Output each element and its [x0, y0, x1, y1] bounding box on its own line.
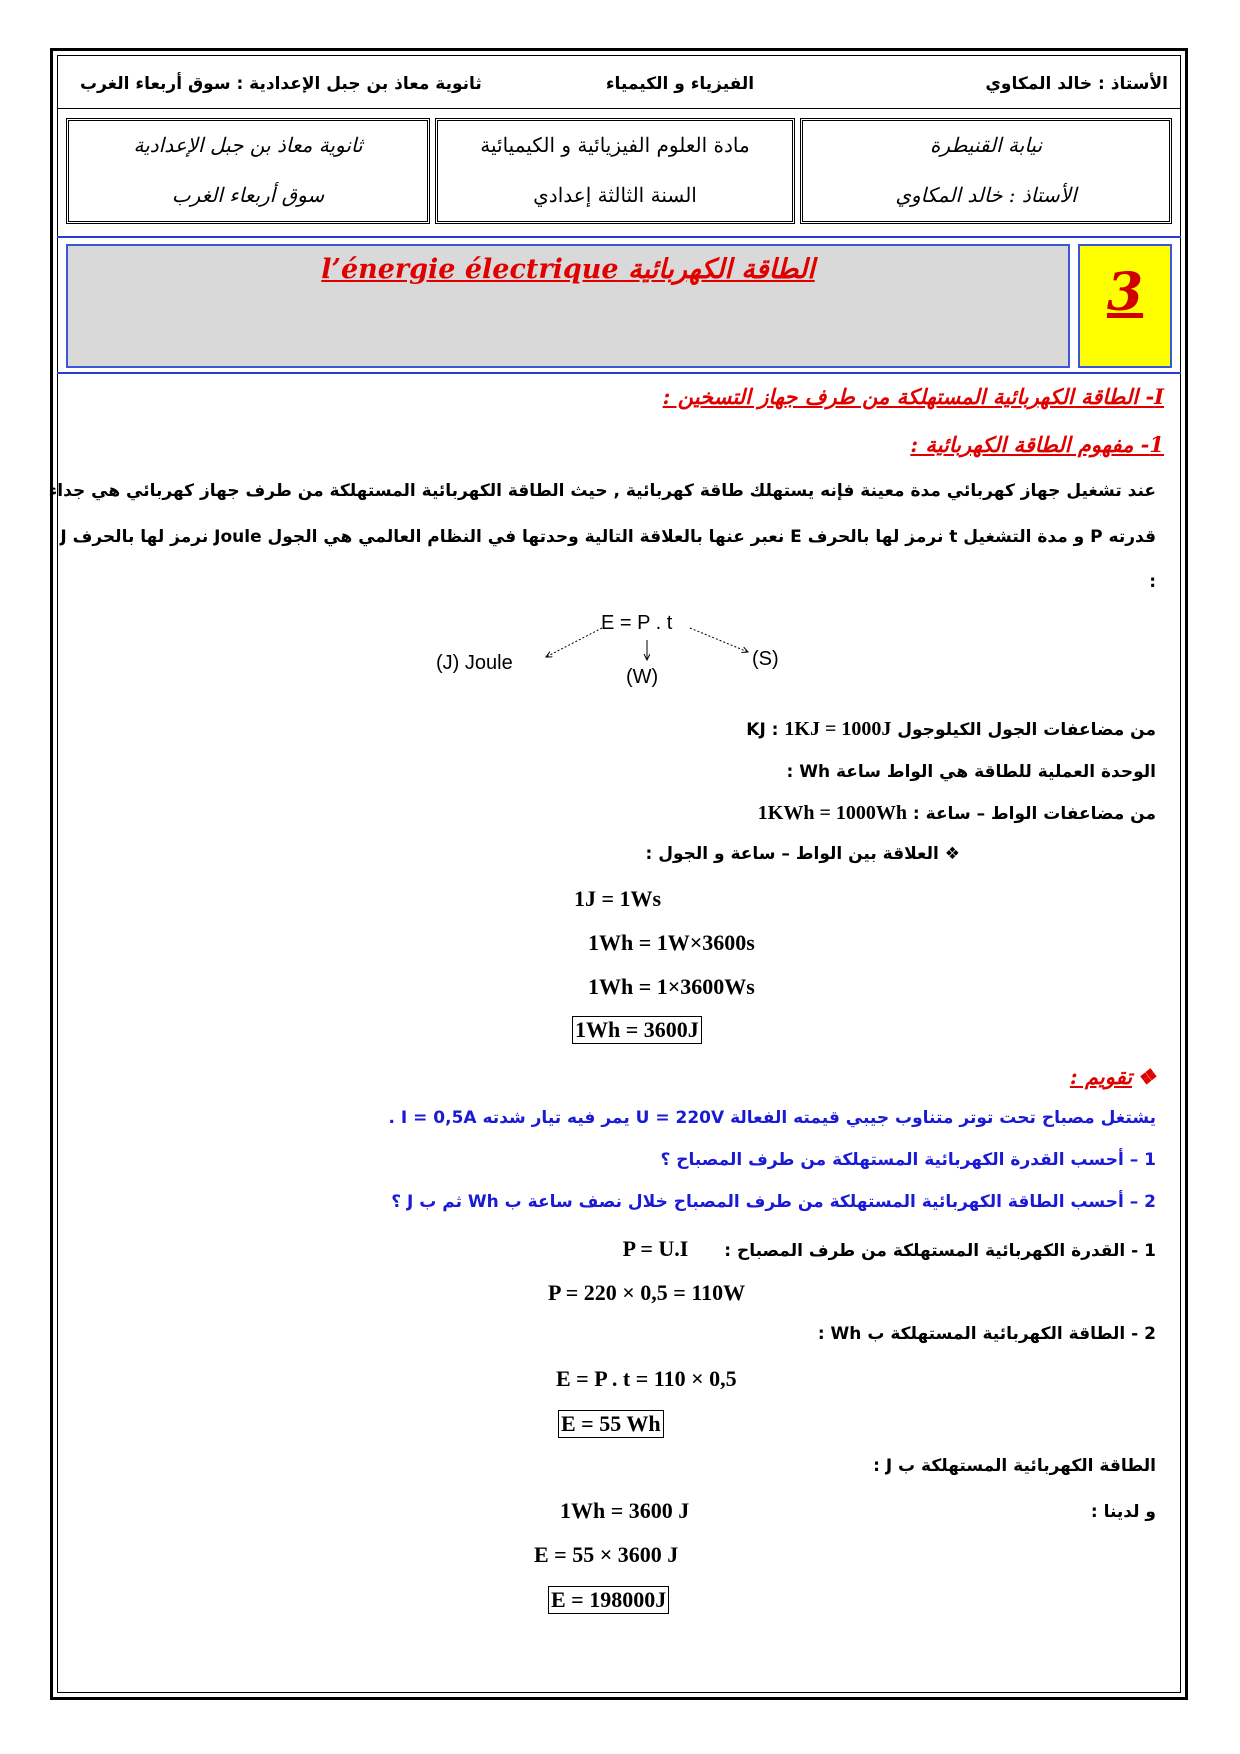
answer-1-formula: P = U.I — [622, 1236, 689, 1261]
unit-second: (S) — [752, 648, 779, 670]
grade-label: السنة الثالثة إعدادي — [533, 183, 697, 207]
kj-line — [746, 718, 1156, 741]
intro-line-2: قدرته P و مدة التشغيل t نرمز لها بالحرف E نعبر عنها بالعلاقة التالية وحدتها في النظام العالمي هي الجول Joule نرمز لها بالحرف J — [60, 527, 1156, 547]
teacher-name: الأستاذ : خالد المكاوي — [985, 74, 1168, 94]
intro-line-1: عند تشغيل جهاز كهربائي مدة معينة فإنه يستهلك طاقة كهربائية , حيث الطاقة الكهربائية المستهلكة من طرف جهاز كهربائي هي جداء — [48, 481, 1156, 501]
exercise-title: تقويم : — [1069, 1064, 1133, 1089]
answer-3-calc: E = 55 × 3600 J — [534, 1542, 679, 1567]
school-name: ثانوية معاذ بن جبل الإعدادية : سوق أربعاء الغرب — [80, 74, 482, 94]
exercise-heading — [1070, 1064, 1156, 1089]
answer-1-label: 1 - القدرة الكهربائية المستهلكة من طرف المصباح : — [724, 1241, 1156, 1261]
answer-3-relation: 1Wh = 3600 J — [560, 1498, 690, 1523]
kwh-value: 1KWh = 1000Wh — [757, 802, 907, 824]
kwh-line — [758, 802, 1156, 825]
town-label: سوق أربعاء الغرب — [171, 183, 325, 207]
answer-3-result: E = 198000J — [548, 1586, 669, 1614]
section-heading: I- الطاقة الكهربائية المستهلكة من طرف جهاز التسخين : — [662, 384, 1164, 409]
relation-heading — [646, 844, 961, 864]
relation-2: 1Wh = 1W×3600s — [588, 930, 755, 955]
directorate-label: نيابة القنيطرة — [929, 133, 1043, 157]
exercise-q1: 1 – أحسب القدرة الكهربائية المستهلكة من طرف المصباح ؟ — [660, 1150, 1156, 1170]
subject-label: مادة العلوم الفيزيائية و الكيميائية — [480, 133, 750, 157]
diamond-bullet-icon: ❖ — [1137, 1064, 1156, 1089]
lesson-title-fr: l’énergie électrique — [321, 254, 619, 285]
answer-2-result: E = 55 Wh — [558, 1410, 664, 1438]
kj-label: من مضاعفات الجول الكيلوجول KJ : — [746, 720, 1156, 740]
answer-2-label: 2 - الطاقة الكهربائية المستهلكة ب Wh : — [817, 1324, 1156, 1344]
kwh-label: من مضاعفات الواط – ساعة : — [912, 804, 1156, 824]
subsection-heading: 1- مفهوم الطاقة الكهربائية : — [910, 432, 1164, 457]
diamond-bullet-icon: ❖ — [944, 844, 960, 864]
relation-label: العلاقة بين الواط – ساعة و الجول : — [645, 844, 939, 864]
lesson-number: 3 — [1106, 262, 1144, 323]
exercise-q2: 2 – أحسب الطاقة الكهربائية المستهلكة من طرف المصباح خلال نصف ساعة ب Wh ثم ب J ؟ — [391, 1192, 1156, 1212]
exercise-statement: يشتغل مصباح تحت توتر متناوب جيبي قيمته الفعالة U = 220V يمر فيه تيار شدته I = 0,5A . — [388, 1108, 1156, 1128]
wh-label: الوحدة العملية للطاقة هي الواط ساعة Wh : — [786, 762, 1156, 782]
subject-name: الفيزياء و الكيمياء — [605, 74, 755, 94]
diagram-arrows — [0, 0, 1240, 760]
intro-line-3: : — [1149, 572, 1156, 592]
unit-joule: (J) Joule — [436, 652, 513, 674]
answer-1-calc: P = 220 × 0,5 = 110W — [548, 1280, 746, 1305]
answer-2-calc: E = P . t = 110 × 0,5 — [556, 1366, 737, 1391]
arrow-to-joule — [546, 628, 602, 657]
school-label: ثانوية معاذ بن جبل الإعدادية — [133, 133, 363, 157]
energy-formula: E = P . t — [601, 612, 673, 634]
relation-result: 1Wh = 3600J — [572, 1016, 702, 1044]
arrow-to-second — [690, 628, 748, 652]
relation-1: 1J = 1Ws — [574, 886, 662, 911]
unit-watt: (W) — [626, 666, 659, 688]
answer-3-have: و لدينا : — [1090, 1502, 1156, 1522]
kj-value: 1KJ = 1000J — [784, 718, 892, 740]
teacher-label: الأستاذ : خالد المكاوي — [895, 183, 1077, 207]
relation-3: 1Wh = 1×3600Ws — [588, 974, 755, 999]
answer-1 — [623, 1236, 1156, 1262]
answer-3-label: الطاقة الكهربائية المستهلكة ب J : — [873, 1456, 1156, 1476]
lesson-title-ar: الطاقة الكهربائية — [627, 254, 815, 285]
